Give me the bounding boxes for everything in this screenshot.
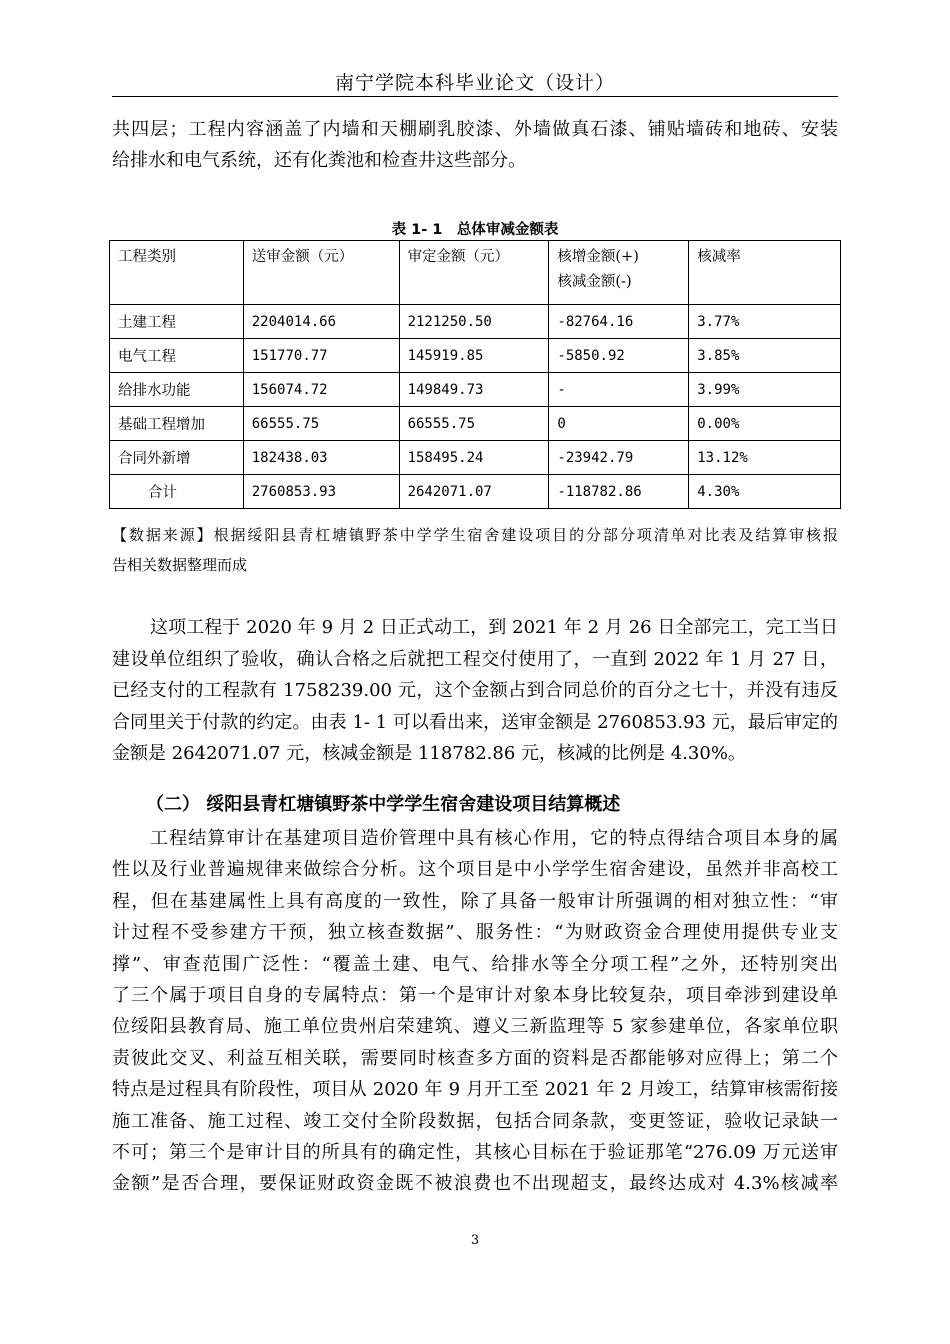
table-cell: 66555.75 (243, 407, 399, 441)
page-header-title: 南宁学院本科毕业论文（设计） (334, 72, 615, 94)
text-line: 工程结算审计在基建项目造价管理中具有核心作用，它的特点得结合项目本身的属 (150, 828, 838, 849)
text-line: 金额”是否合理，要保证财政资金既不被浪费也不出现超支，最终达成对 4.3%核减率 (112, 1173, 838, 1195)
table-cell: 3.85% (689, 339, 841, 373)
paragraph-project-timeline (112, 612, 838, 770)
data-source-note (112, 520, 838, 580)
table-cell: 145919.85 (399, 339, 549, 373)
table-row (110, 373, 841, 407)
table-cell: 合同外新增 (110, 441, 244, 475)
text-line: 合同里关于付款的约定。由表 1- 1 可以看出来，送审金额是 2760853.93 元，最后审定的 (112, 711, 838, 733)
table-row (110, 305, 841, 339)
header-cell: 核减率 (689, 241, 841, 305)
text-line: 了三个属于项目自身的专属特点：第一个是审计对象本身比较复杂，项目牵涉到建设单 (112, 985, 838, 1007)
text-line: 共四层；工程内容涵盖了内墙和天棚刷乳胶漆、外墙做真石漆、铺贴墙砖和地砖、安装 (112, 119, 838, 140)
table-cell: 158495.24 (399, 441, 549, 475)
table-cell: 土建工程 (110, 305, 244, 339)
table-cell: 151770.77 (243, 339, 399, 373)
text-line: 告相关数据整理而成 (112, 556, 248, 574)
text-line: 不可；第三个是审计目的所具有的确定性，其核心目标在于验证那笔“276.09 万元送审 (112, 1142, 838, 1164)
text-line: 位绥阳县教育局、施工单位贵州启荣建筑、遵义三新监理等 5 家参建单位，各家单位职 (112, 1016, 838, 1038)
table-cell: 2760853.93 (243, 475, 399, 509)
table-cell: 3.77% (689, 305, 841, 339)
table-caption: 表 1- 1 总体审减金额表 (391, 222, 559, 238)
table-cell: 合计 (110, 475, 244, 509)
text-line: 金额是 2642071.07 元，核减金额是 118782.86 元，核减的比例是 4.30%。 (112, 743, 746, 764)
text-line: 这项工程于 2020 年 9 月 2 日正式动工，到 2021 年 2 月 26 日全部完工，完工当日 (150, 617, 838, 638)
text-line: 责彼此交叉、利益互相关联，需要同时核查多方面的资料是否都能够对应得上；第二个 (112, 1047, 838, 1069)
table-row (110, 441, 841, 475)
header-rule (112, 96, 838, 97)
table-cell: -82764.16 (549, 305, 689, 339)
header-cell: 审定金额（元） (399, 241, 549, 305)
table-cell: - (549, 373, 689, 407)
table-cell: 电气工程 (110, 339, 244, 373)
audit-summary-table (109, 240, 841, 509)
table-cell: 13.12% (689, 441, 841, 475)
paragraph-intro (112, 114, 838, 176)
text-line: 撑”、审查范围广泛性：“覆盖土建、电气、给排水等全分项工程”之外，还特别突出 (112, 953, 838, 975)
table-cell: 3.99% (689, 373, 841, 407)
text-line: 建设单位组织了验收，确认合格之后就把工程交付使用了，一直到 2022 年 1 月 27 日， (112, 648, 838, 670)
text-line: 特点是过程具有阶段性，项目从 2020 年 9 月开工至 2021 年 2 月竣工，结算审核需衔接 (112, 1079, 838, 1101)
section-heading: （二） 绥阳县青杠塘镇野茶中学学生宿舍建设项目结算概述 (146, 794, 621, 815)
header-line: 核减金额(-) (557, 274, 632, 290)
table-cell: -5850.92 (549, 339, 689, 373)
text-line: 性以及行业普遍规律来做综合分析。这个项目是中小学学生宿舍建设，虽然并非高校工 (112, 859, 838, 881)
text-line: 计过程不受参建方干预，独立核查数据”、服务性：“为财政资金合理使用提供专业支 (112, 922, 838, 944)
table-cell: 0 (549, 407, 689, 441)
paragraph-audit-characteristics (112, 823, 838, 1200)
page-number: 3 (470, 1233, 480, 1248)
text-line: 给排水和电气系统，还有化粪池和检查井这些部分。 (112, 150, 526, 171)
table-cell: -118782.86 (549, 475, 689, 509)
table-cell: 4.30% (689, 475, 841, 509)
text-line: 已经支付的工程款有 1758239.00 元，这个金额占到合同总价的百分之七十，并没有违反 (112, 680, 838, 701)
table-row (110, 339, 841, 373)
text-line: 程，但在基建属性上具有高度的一致性，除了具备一般审计所强调的相对独立性：“审 (112, 890, 838, 912)
header-cell: 送审金额（元） (243, 241, 399, 305)
header-cell: 工程类别 (110, 241, 244, 305)
table-total-row (110, 475, 841, 509)
table-cell: 2642071.07 (399, 475, 549, 509)
header-cell (549, 241, 689, 305)
table-cell: -23942.79 (549, 441, 689, 475)
text-line: 【数据来源】根据绥阳县青杠塘镇野茶中学学生宿舍建设项目的分部分项清单对比表及结算审核报 (112, 526, 838, 544)
table-cell: 基础工程增加 (110, 407, 244, 441)
table-cell: 2121250.50 (399, 305, 549, 339)
table-cell: 149849.73 (399, 373, 549, 407)
table-cell: 156074.72 (243, 373, 399, 407)
table-row (110, 407, 841, 441)
table-cell: 66555.75 (399, 407, 549, 441)
table-cell: 0.00% (689, 407, 841, 441)
table-header-row (110, 241, 841, 305)
table-cell: 给排水功能 (110, 373, 244, 407)
table-cell: 2204014.66 (243, 305, 399, 339)
text-line: 施工准备、施工过程、竣工交付全阶段数据，包括合同条款，变更签证，验收记录缺一 (112, 1110, 838, 1132)
table-cell: 182438.03 (243, 441, 399, 475)
header-line: 核增金额(+) (557, 249, 639, 265)
